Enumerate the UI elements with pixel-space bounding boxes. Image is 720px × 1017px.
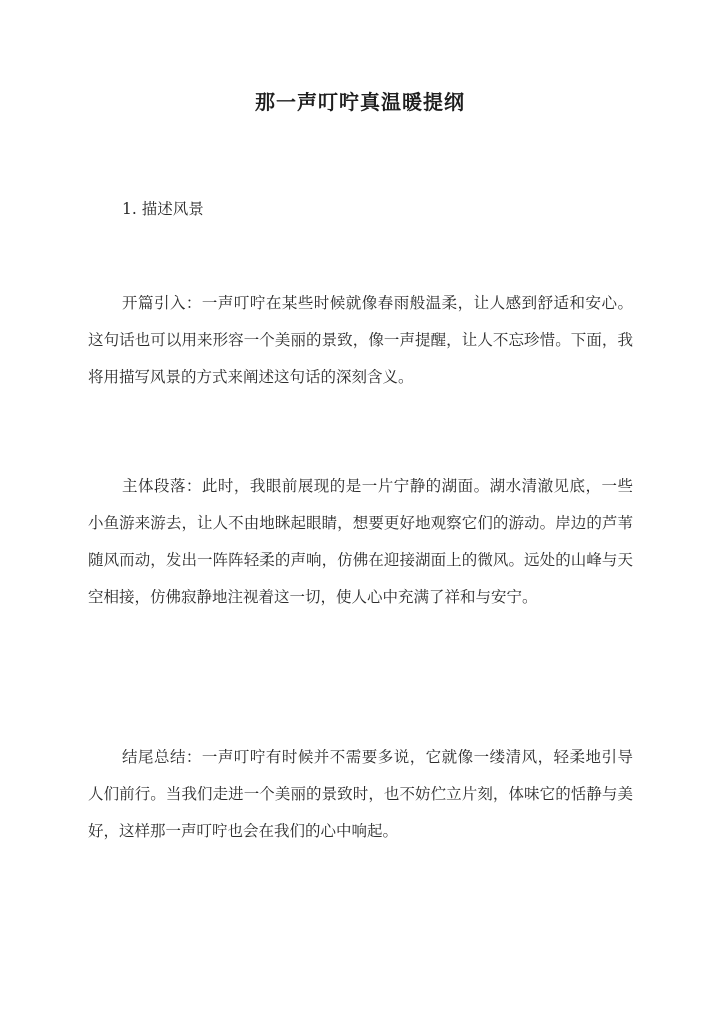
paragraph-conclusion: 结尾总结：一声叮咛有时候并不需要多说，它就像一缕清风，轻柔地引导人们前行。当我们走进一个美丽的景致时，也不妨伫立片刻，体味它的恬静与美好，这样那一声叮咛也会在我们的心中响起。	[88, 748, 633, 840]
paragraph-body: 主体段落：此时，我眼前展现的是一片宁静的湖面。湖水清澈见底，一些小鱼游来游去，让人不由地眯起眼睛，想要更好地观察它们的游动。岸边的芦苇随风而动，发出一阵阵轻柔的声响，仿佛在迎接湖面上的微风。远处的山峰与天空相接，仿佛寂静地注视着这一切，使人心中充满了祥和与安宁。	[88, 477, 633, 606]
document-title: 那一声叮咛真温暖提纲	[255, 90, 465, 114]
section-heading: 1. 描述风景	[122, 200, 204, 218]
paragraph-intro: 开篇引入：一声叮咛在某些时候就像春雨般温柔，让人感到舒适和安心。这句话也可以用来形容一个美丽的景致，像一声提醒，让人不忘珍惜。下面，我将用描写风景的方式来阐述这句话的深刻含义。	[88, 294, 633, 386]
